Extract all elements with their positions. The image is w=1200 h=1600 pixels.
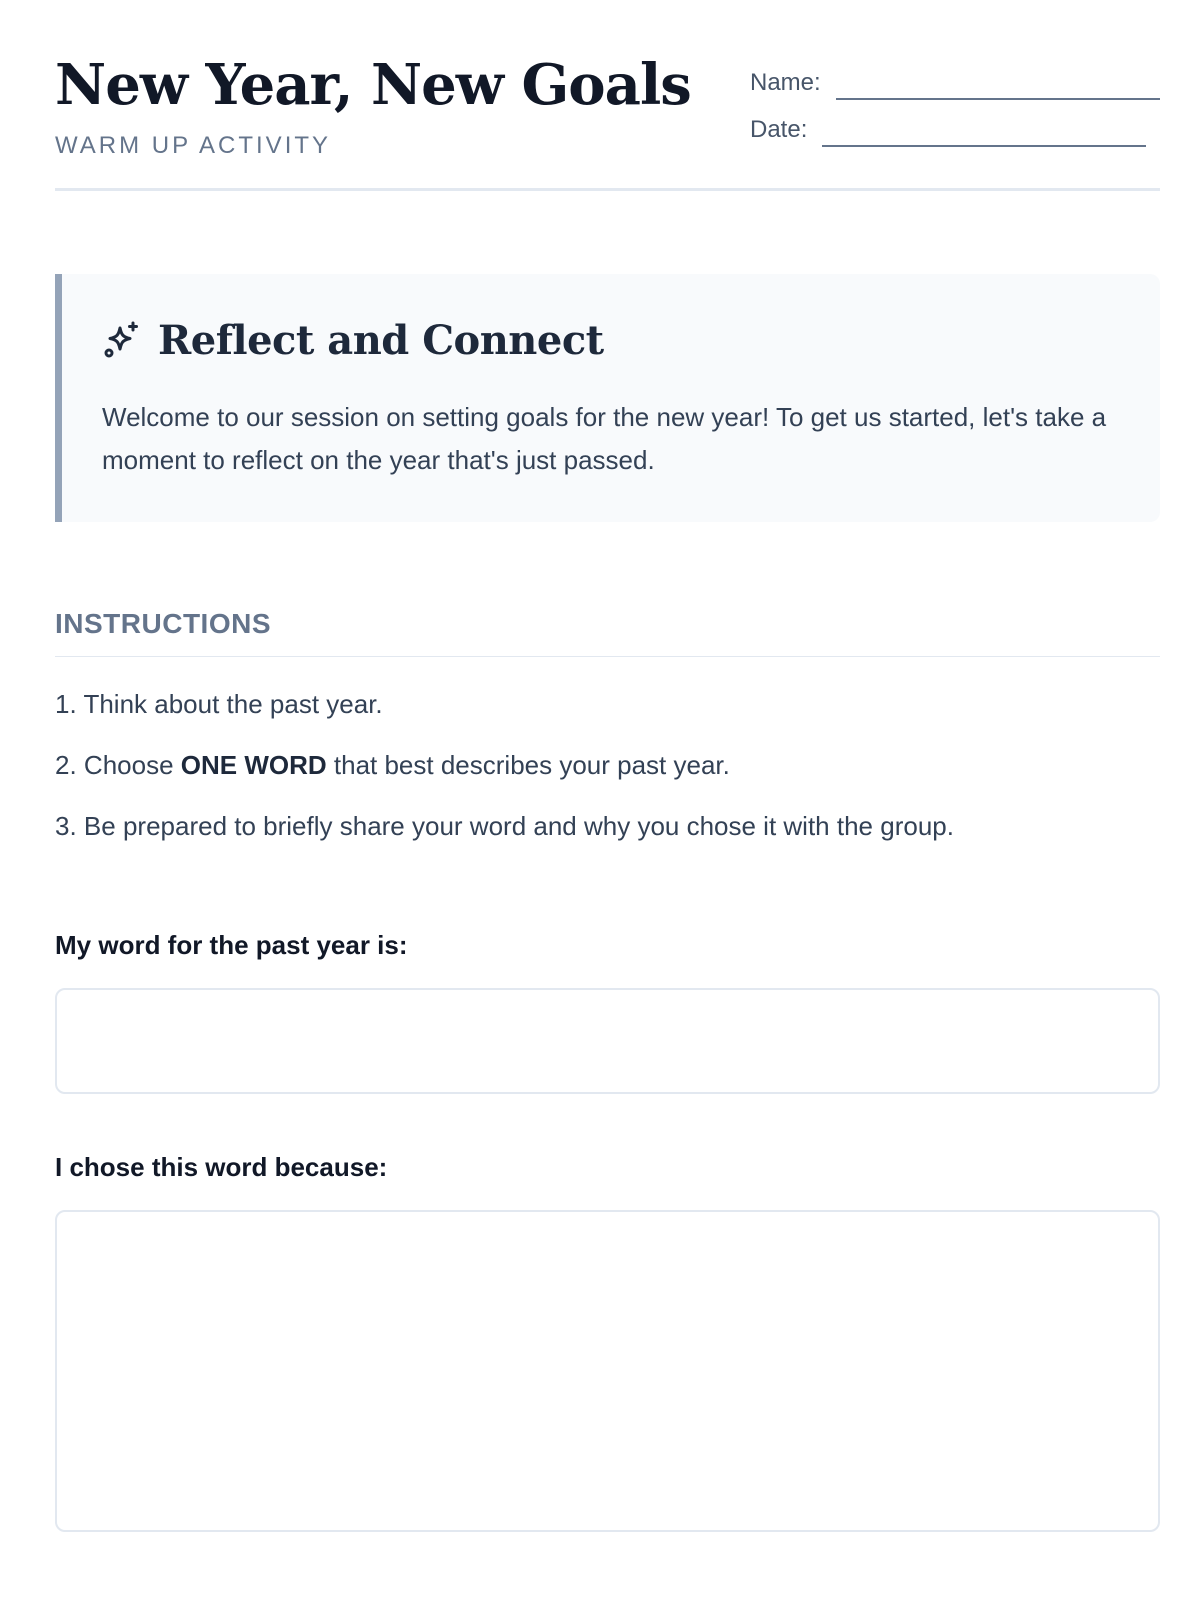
word-prompt-label: My word for the past year is: [55, 930, 408, 960]
word-answer-box[interactable] [55, 988, 1160, 1094]
instruction-emphasis: ONE WORD [180, 750, 327, 780]
header-divider [55, 188, 1160, 191]
page-subtitle: WARM UP ACTIVITY [55, 132, 332, 159]
instruction-number: 1. [55, 689, 77, 719]
instructions-divider [55, 656, 1160, 657]
instructions-heading: INSTRUCTIONS [55, 608, 271, 639]
date-label: Date: [750, 116, 808, 143]
instruction-item [55, 686, 954, 747]
reflect-card [55, 274, 1160, 522]
name-line[interactable] [836, 98, 1160, 100]
instruction-item [55, 808, 954, 869]
worksheet-header [55, 52, 1160, 192]
instruction-text: Think about the past year. [83, 689, 383, 719]
worksheet-page [55, 0, 1160, 1600]
date-line[interactable] [822, 145, 1146, 147]
instruction-number: 3. [55, 811, 77, 841]
instruction-text-end: that best describes your past year. [326, 750, 730, 780]
instruction-number: 2. [55, 750, 77, 780]
instruction-text: Choose [83, 750, 181, 780]
card-heading [102, 316, 604, 364]
page-title: New Year, New Goals [55, 52, 691, 118]
reason-prompt-label: I chose this word because: [55, 1152, 388, 1182]
instruction-text: Be prepared to briefly share your word and why you chose it with the group. [83, 811, 954, 841]
instruction-item [55, 747, 954, 808]
instructions-list [55, 686, 954, 869]
card-title: Reflect and Connect [158, 316, 604, 364]
card-body-text: Welcome to our session on setting goals for the new year! To get us started, let's take a moment to reflect on the year that's just passed. [102, 402, 1107, 475]
name-label: Name: [750, 69, 821, 96]
reason-answer-box[interactable] [55, 1210, 1160, 1532]
sparkle-icon [102, 320, 142, 360]
